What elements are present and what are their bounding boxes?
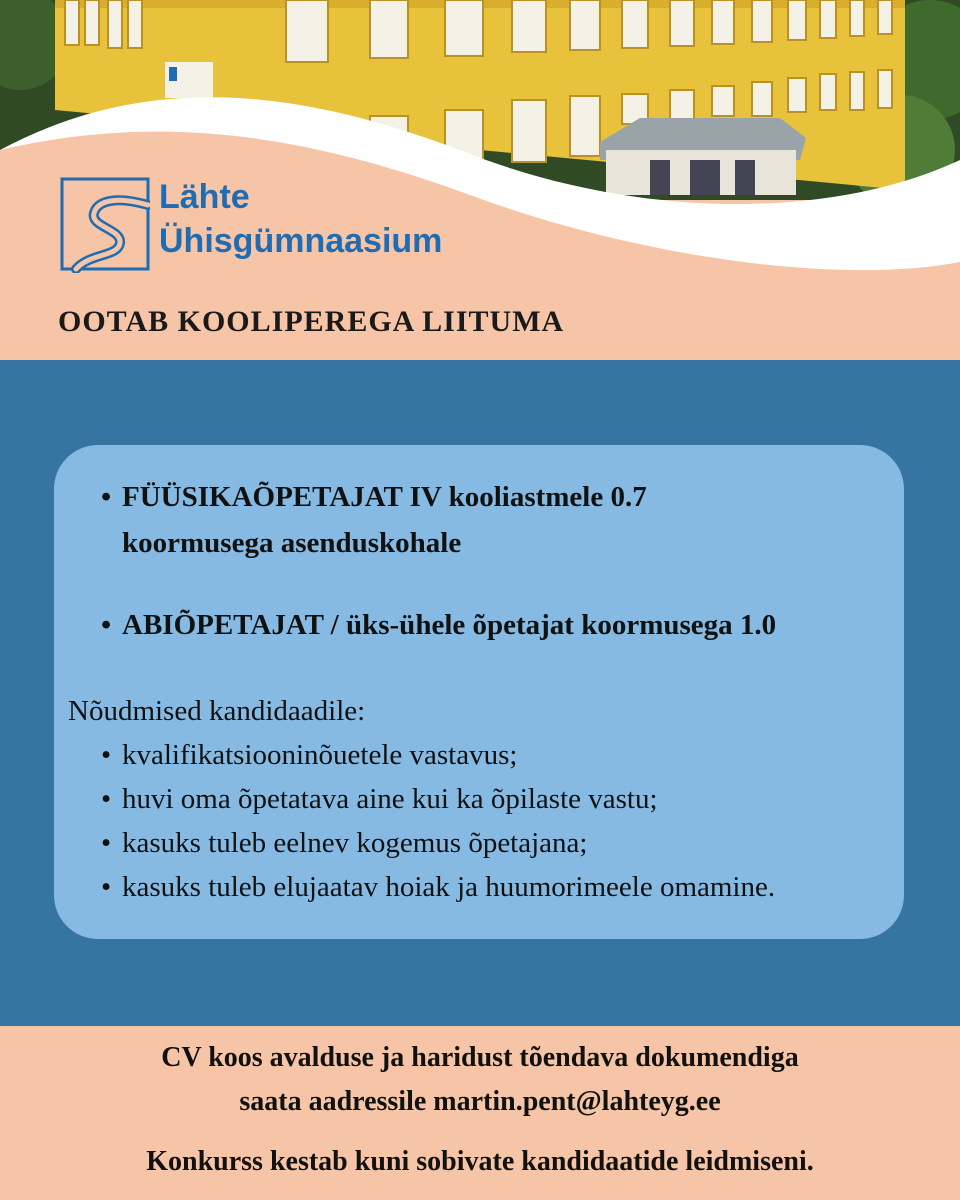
requirement-text: kasuks tuleb eelnev kogemus õpetajana; <box>122 827 588 859</box>
position-title-line1: ABIÕPETAJAT / üks-ühele õpetajat koormusega 1.0 <box>122 609 777 641</box>
requirement-item <box>54 871 904 915</box>
bullet-icon: • <box>101 481 112 513</box>
requirement-item <box>54 739 904 783</box>
requirement-item <box>54 827 904 871</box>
road-logo-icon <box>60 177 150 273</box>
school-logo <box>60 175 480 275</box>
bullet-icon: • <box>101 739 112 771</box>
bullet-icon: • <box>101 783 112 815</box>
bullet-icon: • <box>101 871 112 903</box>
footer-line-3: Konkurss kestab kuni sobivate kandidaatide leidmiseni. <box>146 1146 814 1177</box>
position-title-line1: FÜÜSIKAÕPETAJAT IV kooliastmele 0.7 <box>122 481 647 513</box>
bullet-icon: • <box>101 827 112 859</box>
requirement-text: kasuks tuleb elujaatav hoiak ja huumorimeele omamine. <box>122 871 776 903</box>
footer-line-2[interactable]: saata aadressile martin.pent@lahteyg.ee <box>239 1086 721 1117</box>
requirement-text: huvi oma õpetatava aine kui ka õpilaste vastu; <box>122 783 658 815</box>
footer-section <box>0 1026 960 1200</box>
position-title-line2: koormusega asenduskohale <box>122 527 462 559</box>
footer-line-1: CV koos avalduse ja haridust tõendava dokumendiga <box>161 1042 799 1073</box>
logo-line-1: Lähte <box>159 178 250 216</box>
requirements-title: Nõudmised kandidaadile: <box>68 695 366 727</box>
hero-section <box>0 0 960 360</box>
bullet-icon: • <box>101 609 112 641</box>
page-headline: OOTAB KOOLIPEREGA LIITUMA <box>58 305 565 338</box>
job-card <box>54 445 904 939</box>
requirement-item <box>54 783 904 827</box>
logo-line-2: Ühisgümnaasium <box>159 222 443 260</box>
requirement-text: kvalifikatsiooninõuetele vastavus; <box>122 739 518 771</box>
